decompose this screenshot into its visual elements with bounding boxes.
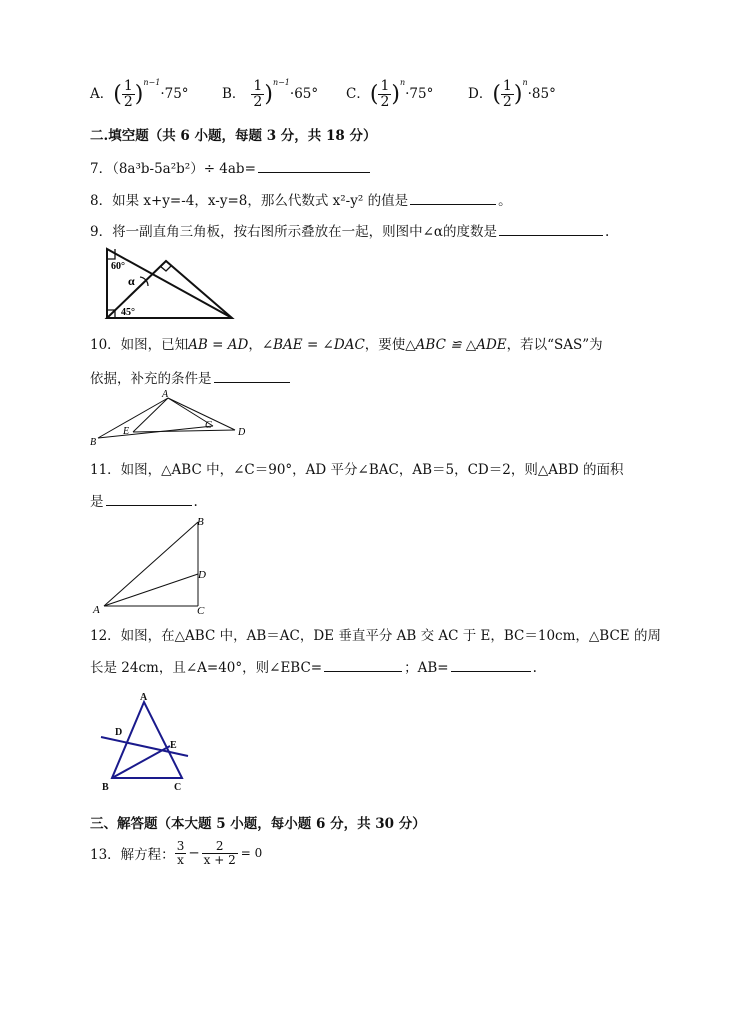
question-10-line1 [90,333,603,353]
option-letter: B． [222,86,246,102]
question-text: 7．（8a³b-5a²b²）÷ 4ab= [90,161,256,177]
label-C: C [174,782,182,793]
label-60: 60° [111,261,125,272]
section-heading-solve: 三、解答题（本大题 5 小题，每小题 6 分，共 30 分） [90,816,426,832]
question-text: ，要使 [364,337,406,353]
fraction-2-over-x-plus-2: $\frac{2}{x + 2}$ [203,839,236,867]
option-a: A．( $\frac{1}{2}$ )$^{n-1}$·75° [90,78,189,110]
math-expr: AB = AD [188,337,249,353]
exponent: n−1 [143,78,161,87]
question-11-line2 [90,490,198,510]
question-10-line2 [90,367,292,387]
answer-blank[interactable] [451,659,531,672]
minus-sign: − [188,845,200,862]
option-c: C．( $\frac{1}{2}$ )$^n$·75° [346,78,434,110]
figure-11 [90,514,220,618]
question-text: ，若以“SAS”为 [506,337,603,353]
label-B: B [102,782,109,793]
fraction: $\frac{1}{2}$ [380,78,390,110]
question-text: 10．如图，已知 [90,337,189,353]
question-12-line2 [90,656,537,676]
question-9 [90,220,609,240]
question-text: 9．将一副直角三角板，按右图所示叠放在一起，则图中∠α的度数是 [90,224,498,240]
question-11-line1: 11．如图，△ABC 中，∠C＝90°，AD 平分∠BAC，AB＝5，CD＝2，则△ABD 的面积 [90,462,624,478]
math-expr: ∠BAE = ∠DAC [261,337,365,353]
answer-blank[interactable] [214,370,290,383]
question-8 [90,189,512,209]
fraction-3-over-x: $\frac{3}{x}$ [176,839,185,867]
answer-blank[interactable] [410,192,496,205]
label-E: E [170,740,177,751]
angle-value: 85° [531,86,556,102]
label-C: C [197,605,205,617]
label-A: A [140,692,148,703]
fraction: $\frac{1}{2}$ [123,78,133,110]
option-letter: D． [468,86,493,102]
label-A: A [93,604,100,616]
exponent: n−1 [272,78,290,87]
label-A: A [162,389,169,400]
fraction: $\frac{1}{2}$ [502,78,512,110]
option-letter: C． [346,86,370,102]
question-12-line1: 12．如图，在△ABC 中，AB＝AC，DE 垂直平分 AB 交 AC 于 E，BC＝10cm，△BCE 的周 [90,628,661,644]
separator: ， [248,337,262,353]
equation-rhs: = 0 [240,846,263,861]
label-B: B [90,437,97,448]
math-expr: △ABC ≌ △ADE [405,337,507,353]
label-D: D [238,427,246,438]
figure-9-triangles [100,244,240,324]
angle-value: 65° [294,86,319,102]
option-d: D．( $\frac{1}{2}$ )$^n$·85° [468,78,556,110]
answer-blank[interactable] [106,493,192,506]
question-text: 是 [90,494,104,510]
question-text: 依据，补充的条件是 [90,371,212,387]
label-C: C [205,420,212,431]
angle-value: 75° [409,86,434,102]
label-45: 45° [121,307,135,318]
option-b: B． $\frac{1}{2}$ )$^{n-1}$·65° [222,78,319,110]
label-B: B [197,516,204,528]
question-text-end: 。 [498,193,512,209]
question-text: ；AB= [404,660,449,676]
label-E: E [123,426,130,437]
answer-blank[interactable] [499,223,603,236]
question-text: 长是 24cm，且∠A=40°，则∠EBC= [90,660,323,676]
figure-12 [98,690,198,795]
question-13 [90,840,262,866]
question-text-end: . [193,494,198,510]
label-alpha: α [128,274,135,288]
question-text: 8．如果 x+y=-4，x-y=8，那么代数式 x²-y² 的值是 [90,193,409,209]
exponent: n [522,78,528,87]
question-text-end: . [605,224,610,240]
option-letter: A． [90,86,114,102]
question-text-end: . [532,660,537,676]
fraction: $\frac{1}{2}$ [253,78,263,110]
section-heading-fill-in: 二.填空题（共 6 小题，每题 3 分，共 18 分） [90,128,377,144]
label-D: D [115,727,123,738]
label-D: D [198,569,206,581]
answer-blank[interactable] [324,659,402,672]
question-text: 13．解方程： [90,847,175,864]
answer-blank[interactable] [258,160,370,173]
figure-10 [88,388,258,448]
exponent: n [399,78,406,87]
question-7 [90,157,372,177]
angle-value: 75° [164,86,189,102]
